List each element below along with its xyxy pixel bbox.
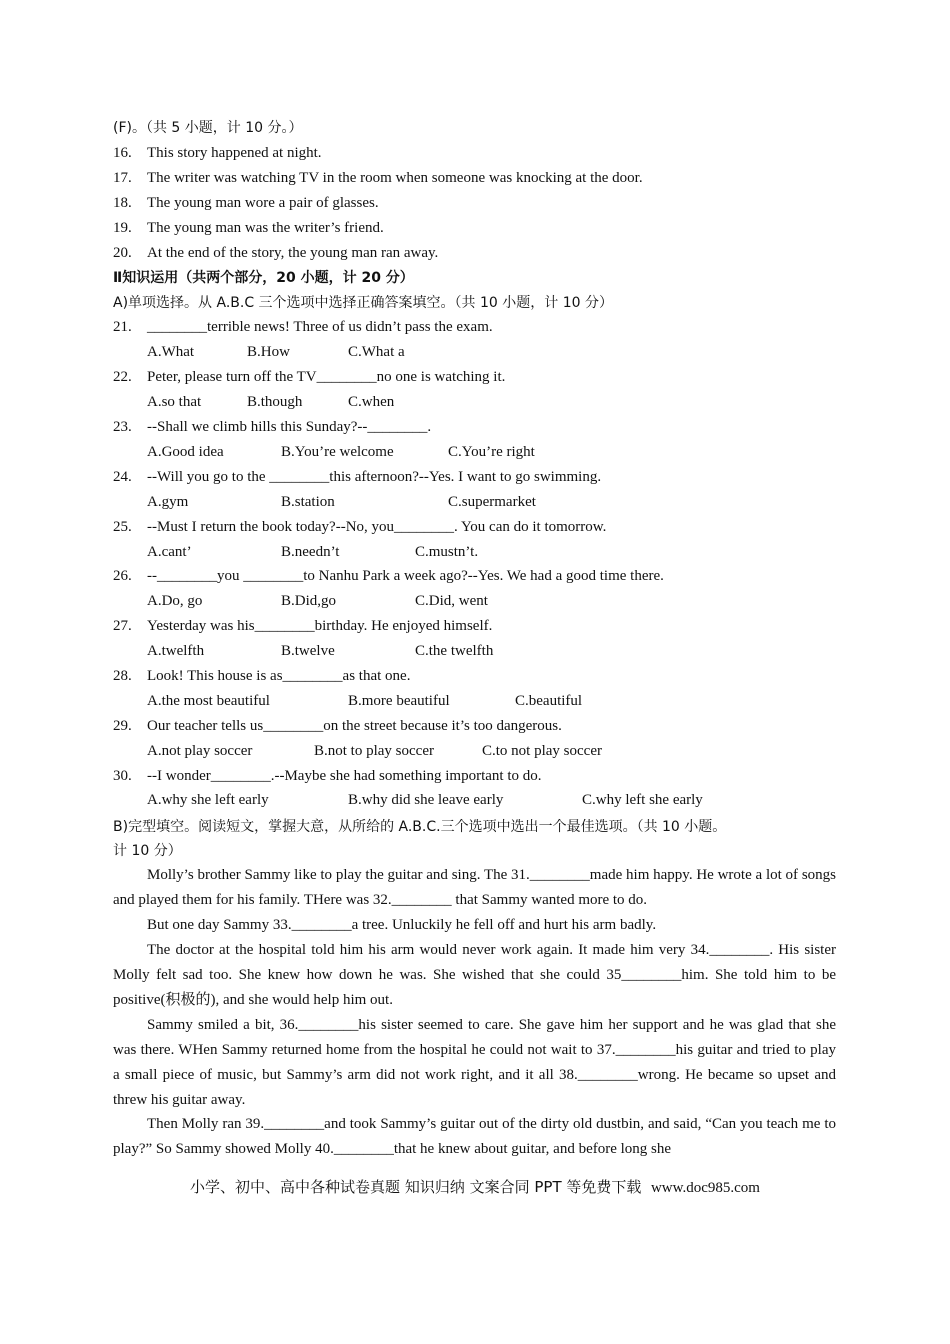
cloze-paragraph-4: Sammy smiled a bit, 36.________his sister seemed to care. She gave him her support and he was glad that she was there. WHen Sammy returned home from the hospital he could not wait to 37.________his guitar and tried to play a small piece of music, but Sammy’s arm did not work right, and it all 38.________wrong. He became so upset and threw his guitar away. (113, 1017, 836, 1108)
option-c: C.mustn’t. (415, 544, 479, 560)
option-a: A.cant’ (147, 544, 192, 560)
question-stem: 25. --Must I return the book today?--No, you________. You can do it tomorrow. (113, 519, 607, 535)
option-c: C.You’re right (448, 444, 535, 460)
tf-item: 16. This story happened at night. (113, 145, 322, 161)
option-b: B.needn’t (281, 544, 340, 560)
option-c: C.beautiful (515, 693, 583, 709)
option-c: C.What a (348, 344, 405, 360)
option-a: A.gym (147, 494, 189, 510)
option-c: C.to not play soccer (482, 743, 602, 759)
question-stem: 23. --Shall we climb hills this Sunday?--________. (113, 419, 432, 435)
option-a: A.not play soccer (147, 743, 253, 759)
option-a: A.why she left early (147, 792, 269, 808)
question-stem: 26. --________you ________to Nanhu Park a week ago?--Yes. We had a good time there. (113, 568, 664, 584)
section-2-title: Ⅱ知识运用（共两个部分，20 小题，计 20 分） (113, 270, 414, 286)
option-b: B.Did,go (281, 593, 337, 609)
option-c: C.Did, went (415, 593, 488, 609)
option-b: B.more beautiful (348, 693, 450, 709)
question-stem: 29. Our teacher tells us________on the street because it’s too dangerous. (113, 718, 562, 734)
option-a: A.twelfth (147, 643, 205, 659)
option-b: B.How (247, 344, 290, 360)
tf-item: 20. At the end of the story, the young man ran away. (113, 245, 439, 261)
tf-item: 17. The writer was watching TV in the room when someone was knocking at the door. (113, 170, 643, 186)
option-b: B.station (281, 494, 335, 510)
question-stem: 28. Look! This house is as________as that one. (113, 668, 411, 684)
option-b: B.twelve (281, 643, 335, 659)
option-b: B.though (247, 394, 303, 410)
tf-item: 19. The young man was the writer’s friend. (113, 220, 384, 236)
question-stem: 21. ________terrible news! Three of us didn’t pass the exam. (113, 319, 493, 335)
option-c: C.when (348, 394, 395, 410)
option-b: B.why did she leave early (348, 792, 504, 808)
page-footer (0, 1176, 950, 1197)
option-a: A.so that (147, 394, 202, 410)
footer-url: www.doc985.com (650, 1180, 760, 1196)
part-b-title-cont: 计 10 分） (113, 843, 182, 859)
option-c: C.the twelfth (415, 643, 494, 659)
question-stem: 30. --I wonder________.--Maybe she had something important to do. (113, 768, 542, 784)
prev-section-tail: (F)。（共 5 小题，计 10 分。） (113, 120, 303, 136)
option-a: A.What (147, 344, 195, 360)
footer-text: 小学、初中、高中各种试卷真题 知识归纳 文案合同 PPT 等免费下载 (190, 1178, 642, 1196)
cloze-paragraph-2: But one day Sammy 33.________a tree. Unluckily he fell off and hurt his arm badly. (147, 917, 657, 933)
option-b: B.not to play soccer (314, 743, 434, 759)
cloze-paragraph-5: Then Molly ran 39.________and took Sammy’s guitar out of the dirty old dustbin, and said, “Can you teach me to play?” So Sammy showed Molly 40.________that he knew about guitar, and before long she (113, 1116, 836, 1157)
option-a: A.Good idea (147, 444, 224, 460)
option-a: A.the most beautiful (147, 693, 270, 709)
question-stem: 22. Peter, please turn off the TV________no one is watching it. (113, 369, 506, 385)
cloze-paragraph-3: The doctor at the hospital told him his arm would never work again. It made him very 34.________. His sister Molly felt sad too. She knew how down he was. She wished that she could 35________him. She told him to be positive(积极的), and she would help him out. (113, 942, 836, 1008)
option-b: B.You’re welcome (281, 444, 394, 460)
option-c: C.why left she early (582, 792, 703, 808)
question-stem: 27. Yesterday was his________birthday. He enjoyed himself. (113, 618, 493, 634)
tf-item: 18. The young man wore a pair of glasses. (113, 195, 379, 211)
option-a: A.Do, go (147, 593, 203, 609)
question-stem: 24. --Will you go to the ________this afternoon?--Yes. I want to go swimming. (113, 469, 602, 485)
cloze-paragraph-1: Molly’s brother Sammy like to play the guitar and sing. The 31.________made him happy. He wrote a lot of songs and played them for his family. THere was 32.________ that Sammy wanted more to do. (113, 867, 836, 908)
option-c: C.supermarket (448, 494, 536, 510)
part-b-title: B)完型填空。阅读短文，掌握大意，从所给的 A.B.C.三个选项中选出一个最佳选项。（共 10 小题。 (113, 819, 727, 835)
part-a-title: A)单项选择。从 A.B.C 三个选项中选择正确答案填空。（共 10 小题，计 10 分） (113, 295, 613, 311)
